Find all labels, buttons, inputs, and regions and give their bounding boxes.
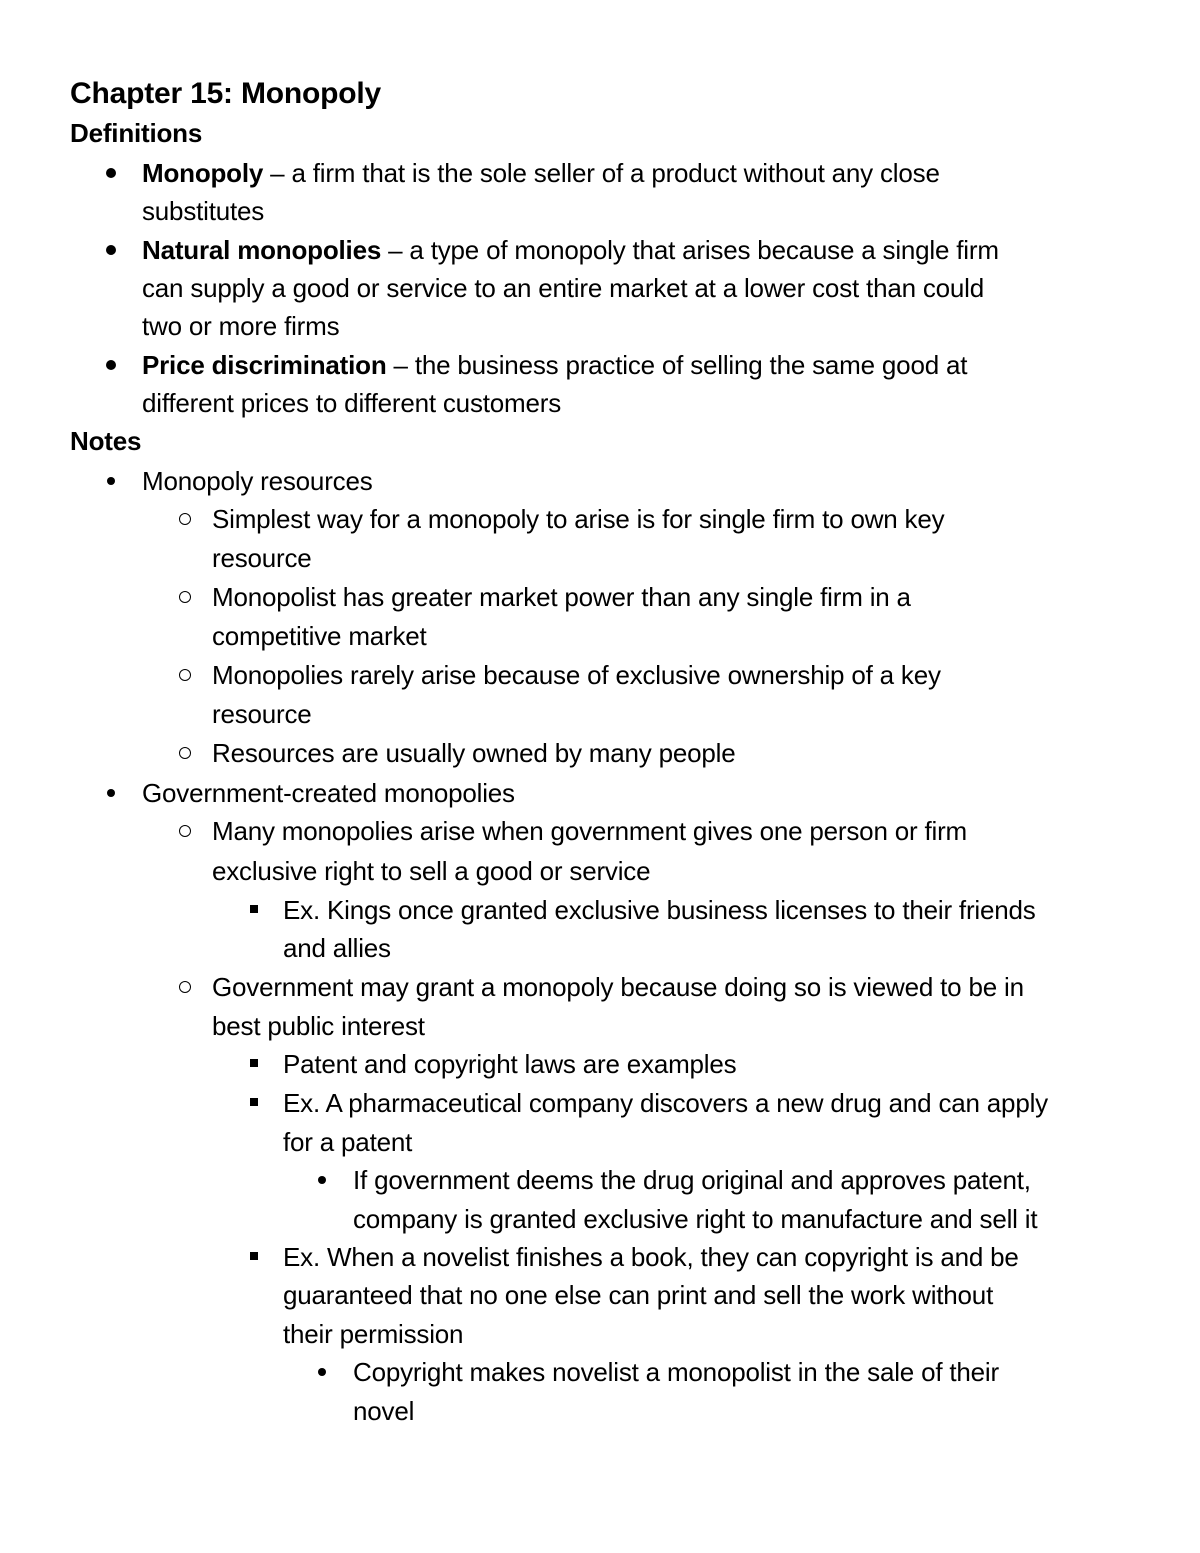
notes-level4-item: Copyright makes novelist a monopolist in the sale of their	[353, 1357, 999, 1387]
bullet-icon	[318, 1176, 326, 1184]
definition-text-continued: substitutes	[142, 196, 265, 226]
definition-text: a type of monopoly that arises because a single firm	[409, 235, 999, 265]
notes-subsubitem: Patent and copyright laws are examples	[283, 1049, 737, 1079]
definition-dash: –	[263, 158, 292, 188]
definition-text-continued: can supply a good or service to an entire market at a lower cost than could	[142, 273, 985, 303]
notes-level4-item-continued: company is granted exclusive right to manufacture and sell it	[353, 1204, 1038, 1234]
definitions-heading: Definitions	[70, 118, 203, 148]
square-bullet-icon	[250, 1059, 258, 1067]
bullet-icon	[318, 1368, 326, 1376]
definition-monopoly	[142, 154, 940, 192]
definition-term: Monopoly	[142, 158, 264, 188]
square-bullet-icon	[250, 1098, 258, 1106]
bullet-icon	[106, 168, 116, 178]
circle-bullet-icon	[179, 591, 191, 603]
notes-subitem: Monopolist has greater market power than any single firm in a	[212, 582, 911, 612]
notes-subitem-continued: resource	[212, 543, 312, 573]
definition-text-continued: two or more firms	[142, 311, 340, 341]
bullet-icon	[107, 789, 115, 797]
notes-level4-item-continued: novel	[353, 1396, 415, 1426]
bullet-icon	[106, 245, 116, 255]
square-bullet-icon	[250, 905, 258, 913]
notes-subitem: Monopolies rarely arise because of exclusive ownership of a key	[212, 660, 941, 690]
notes-subitem: Government may grant a monopoly because doing so is viewed to be in	[212, 972, 1024, 1002]
notes-subsubitem: Ex. When a novelist finishes a book, they can copyright is and be	[283, 1242, 1019, 1272]
definition-text: the business practice of selling the same good at	[414, 350, 968, 380]
notes-subitem-continued: best public interest	[212, 1011, 425, 1041]
notes-item-monopoly-resources: Monopoly resources	[142, 466, 373, 496]
notes-subitem-continued: resource	[212, 699, 312, 729]
definition-natural-monopolies	[142, 231, 999, 269]
square-bullet-icon	[250, 1252, 258, 1260]
notes-subitem-continued: competitive market	[212, 621, 427, 651]
notes-subsubitem: Ex. Kings once granted exclusive business licenses to their friends	[283, 895, 1036, 925]
notes-heading: Notes	[70, 426, 142, 456]
notes-subitem: Resources are usually owned by many people	[212, 738, 736, 768]
definition-dash: –	[386, 350, 415, 380]
notes-subsubitem-continued: for a patent	[283, 1127, 413, 1157]
definition-term: Natural monopolies	[142, 235, 382, 265]
notes-subitem: Many monopolies arise when government gives one person or firm	[212, 816, 967, 846]
notes-subitem-continued: exclusive right to sell a good or service	[212, 856, 651, 886]
page-title: Chapter 15: Monopoly	[70, 77, 382, 110]
bullet-icon	[107, 477, 115, 485]
notes-level4-item: If government deems the drug original and approves patent,	[353, 1165, 1031, 1195]
circle-bullet-icon	[179, 747, 191, 759]
circle-bullet-icon	[179, 513, 191, 525]
definition-term: Price discrimination	[142, 350, 387, 380]
notes-subsubitem-continued: and allies	[283, 933, 391, 963]
circle-bullet-icon	[179, 669, 191, 681]
circle-bullet-icon	[179, 981, 191, 993]
definition-text: a firm that is the sole seller of a product without any close	[291, 158, 940, 188]
notes-item-government-created: Government-created monopolies	[142, 778, 515, 808]
bullet-icon	[106, 360, 116, 370]
notes-subsubitem-continued: their permission	[283, 1319, 464, 1349]
notes-subitem: Simplest way for a monopoly to arise is for single firm to own key	[212, 504, 945, 534]
circle-bullet-icon	[179, 825, 191, 837]
definition-text-continued: different prices to different customers	[142, 388, 562, 418]
definition-dash: –	[381, 235, 410, 265]
definition-price-discrimination	[142, 346, 967, 384]
notes-subsubitem-continued: guaranteed that no one else can print and sell the work without	[283, 1280, 994, 1310]
notes-subsubitem: Ex. A pharmaceutical company discovers a new drug and can apply	[283, 1088, 1048, 1118]
